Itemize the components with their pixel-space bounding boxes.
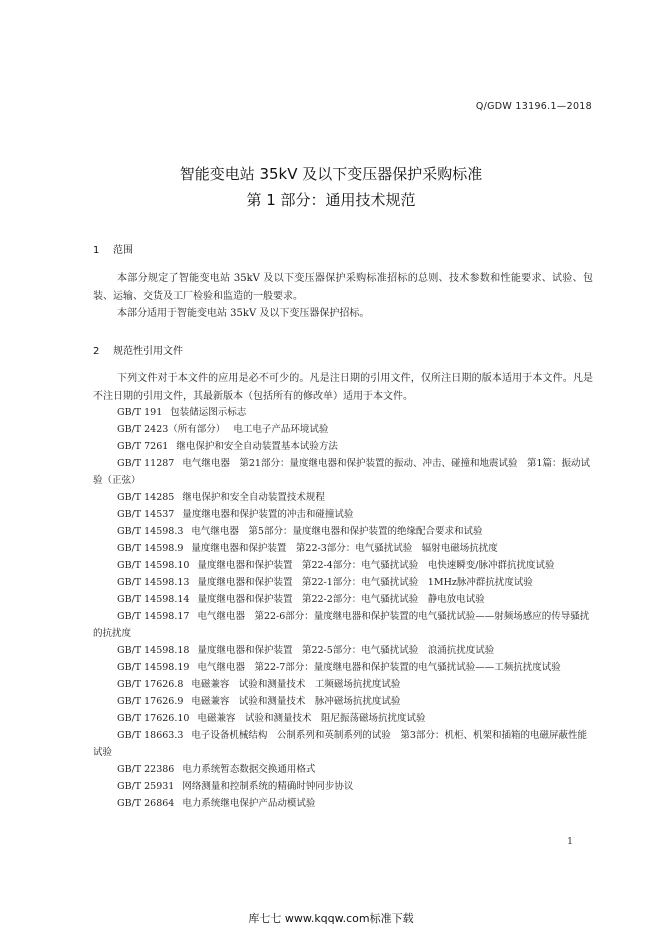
reference-item (93, 404, 593, 421)
reference-item (93, 438, 593, 455)
reference-item (93, 506, 593, 523)
page-number: 1 (567, 836, 574, 847)
paragraph: 下列文件对于本文件的应用是必不可少的。凡是注日期的引用文件，仅所注日期的版本适用于本文件。凡是不注日期的引用文件，其最新版本（包括所有的修改单）适用于本文件。 (93, 373, 593, 402)
reference-title: 量度继电器和保护装置 第22-3部分：电气骚扰试验 辐射电磁场抗扰度 (191, 543, 498, 554)
reference-code: GB/T 7261 (117, 441, 169, 452)
section-number: 1 (93, 245, 100, 256)
reference-code: GB/T 2423（所有部分） (117, 424, 226, 435)
reference-code: GB/T 26864 (117, 798, 175, 809)
reference-title: 电磁兼容 试验和测量技术 脉冲磁场抗扰度试验 (191, 696, 401, 707)
reference-code: GB/T 18663.3 (117, 730, 184, 741)
reference-item (93, 761, 593, 778)
reference-item (93, 523, 593, 540)
reference-title: 量度继电器和保护装置 第22-5部分：电气骚扰试验 浪涌抗扰度试验 (197, 645, 495, 656)
reference-title: 量度继电器和保护装置的冲击和碰撞试验 (182, 509, 354, 520)
section-title: 范围 (113, 245, 133, 256)
reference-code: GB/T 14598.3 (117, 526, 184, 537)
reference-title: 电力系统继电保护产品动模试验 (182, 798, 316, 809)
section-1-heading (93, 241, 133, 256)
reference-code: GB/T 14598.19 (117, 662, 190, 673)
reference-title: 量度继电器和保护装置 第22-2部分：电气骚扰试验 静电放电试验 (197, 594, 485, 605)
reference-item (93, 727, 593, 761)
reference-item (93, 710, 593, 727)
site-footer: 库七七 www.kqqw.com标准下载 (248, 912, 414, 925)
reference-code: GB/T 14598.13 (117, 577, 190, 588)
section-2-intro (93, 370, 593, 405)
reference-code: GB/T 14598.9 (117, 543, 184, 554)
document-id: Q/GDW 13196.1—2018 (475, 101, 592, 112)
reference-code: GB/T 191 (117, 407, 163, 418)
reference-title: 电气继电器 第22-7部分：量度继电器和保护装置的电气骚扰试验——工频抗扰度试验 (197, 662, 561, 673)
reference-item (93, 642, 593, 659)
document-title: 智能变电站 35kV 及以下变压器保护采购标准 (179, 165, 483, 183)
reference-code: GB/T 11287 (117, 458, 175, 469)
reference-title: 电磁兼容 试验和测量技术 阻尼振荡磁场抗扰度试验 (197, 713, 426, 724)
reference-title: 电工电子产品环境试验 (233, 424, 329, 435)
reference-code: GB/T 22386 (117, 764, 175, 775)
reference-title: 量度继电器和保护装置 第22-1部分：电气骚扰试验 1MHz脉冲群抗扰度试验 (197, 577, 533, 588)
reference-code: GB/T 14598.10 (117, 560, 190, 571)
reference-title: 网络测量和控制系统的精确时钟同步协议 (182, 781, 354, 792)
reference-title: 电力系统暂态数据交换通用格式 (182, 764, 316, 775)
reference-item (93, 693, 593, 710)
reference-item (93, 795, 593, 812)
section-2-heading (93, 342, 183, 357)
section-number: 2 (93, 346, 100, 357)
document-subtitle: 第 1 部分：通用技术规范 (246, 191, 416, 209)
reference-title: 电气继电器 第21部分：量度继电器和保护装置的振动、冲击、碰撞和地震试验 第1篇：振动试验（正弦） (93, 458, 590, 486)
reference-title: 电磁兼容 试验和测量技术 工频磁场抗扰度试验 (191, 679, 401, 690)
reference-code: GB/T 25931 (117, 781, 175, 792)
section-title: 规范性引用文件 (113, 346, 183, 357)
section-1-body (93, 270, 593, 323)
reference-code: GB/T 14598.17 (117, 611, 190, 622)
paragraph: 本部分适用于智能变电站 35kV 及以下变压器保护招标。 (117, 308, 370, 319)
reference-item (93, 608, 593, 642)
reference-code: GB/T 14598.18 (117, 645, 190, 656)
reference-item (93, 591, 593, 608)
reference-item (93, 659, 593, 676)
reference-title: 包装储运图示标志 (170, 407, 247, 418)
reference-title: 电子设备机械结构 公制系列和英制系列的试验 第3部分：机柜、机架和插箱的电磁屏蔽性能试验 (93, 730, 587, 758)
reference-title: 电气继电器 第22-6部分：量度继电器和保护装置的电气骚扰试验——射频场感应的传导骚扰的抗扰度 (93, 611, 590, 639)
reference-code: GB/T 17626.9 (117, 696, 184, 707)
reference-title: 电气继电器 第5部分：量度继电器和保护装置的绝缘配合要求和试验 (191, 526, 483, 537)
reference-item (93, 455, 593, 489)
reference-code: GB/T 14537 (117, 509, 175, 520)
reference-item (93, 557, 593, 574)
reference-item (93, 421, 593, 438)
reference-code: GB/T 14285 (117, 492, 175, 503)
reference-list (93, 404, 593, 812)
reference-item (93, 676, 593, 693)
reference-code: GB/T 17626.10 (117, 713, 190, 724)
reference-title: 继电保护和安全自动装置基本试验方法 (176, 441, 338, 452)
reference-title: 继电保护和安全自动装置技术规程 (182, 492, 325, 503)
reference-item (93, 540, 593, 557)
paragraph: 本部分规定了智能变电站 35kV 及以下变压器保护采购标准招标的总则、技术参数和性能要求、试验、包装、运输、交货及工厂检验和监造的一般要求。 (93, 273, 593, 302)
reference-item (93, 778, 593, 795)
reference-item (93, 574, 593, 591)
reference-item (93, 489, 593, 506)
reference-code: GB/T 17626.8 (117, 679, 184, 690)
reference-title: 量度继电器和保护装置 第22-4部分：电气骚扰试验 电快速瞬变/脉冲群抗扰度试验 (197, 560, 555, 571)
reference-code: GB/T 14598.14 (117, 594, 190, 605)
